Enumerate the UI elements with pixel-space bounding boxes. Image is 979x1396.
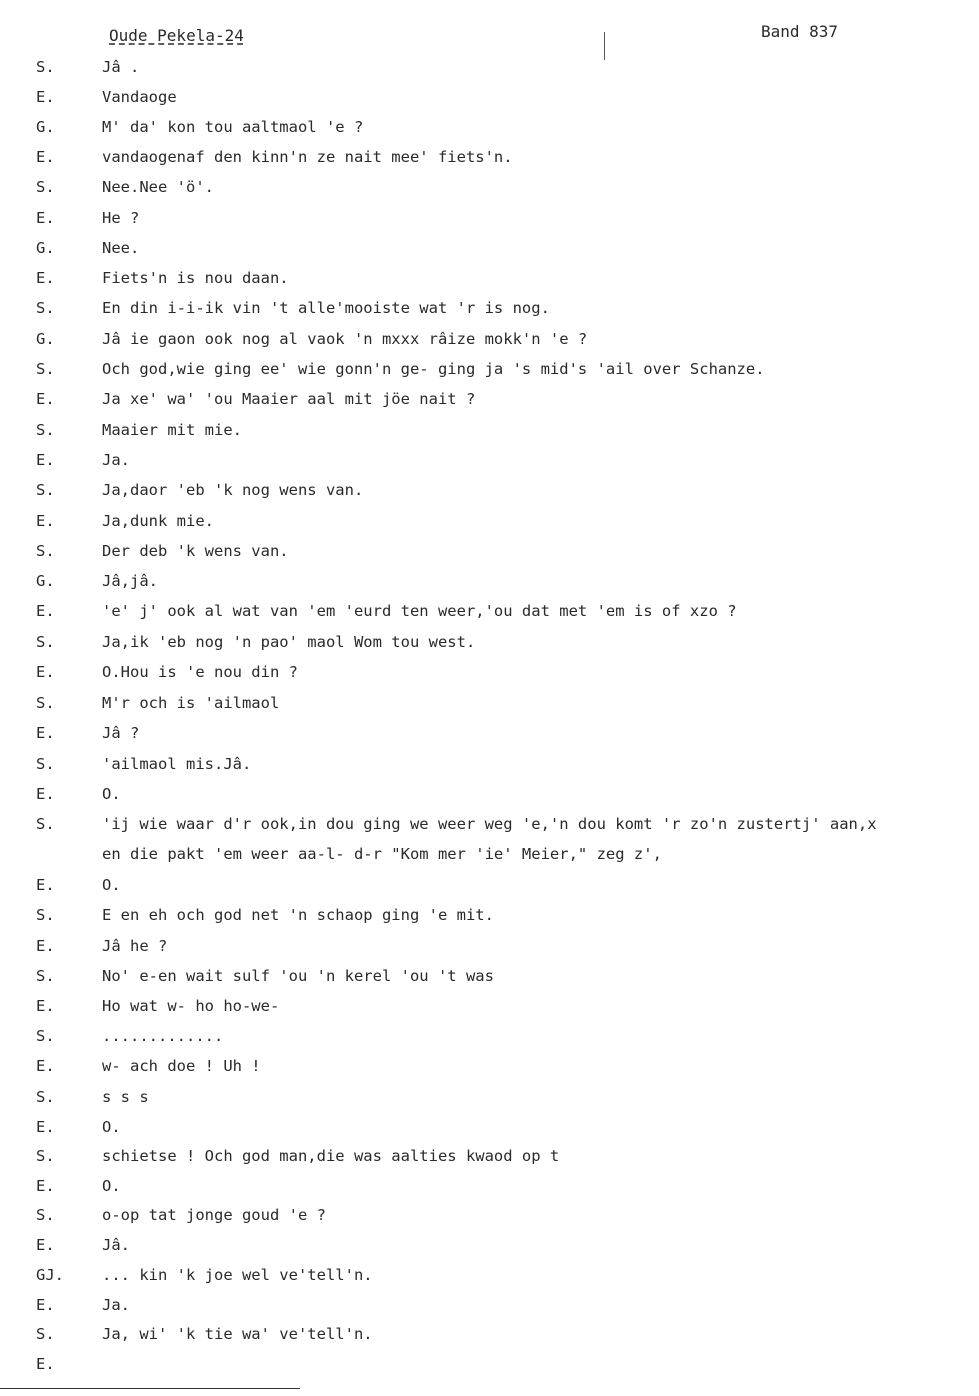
utterance-text: vandaogenaf den kinn'n ze nait mee' fiets'n. xyxy=(102,148,513,166)
speaker-label: S. xyxy=(36,906,55,924)
speaker-label: S. xyxy=(36,58,55,76)
transcript-line xyxy=(0,542,979,572)
transcript-line xyxy=(0,967,979,997)
utterance-text: Ja,ik 'eb nog 'n pao' maol Wom tou west. xyxy=(102,633,476,651)
utterance-text: Ja, wi' 'k tie wa' ve'tell'n. xyxy=(102,1325,373,1343)
utterance-text: M'r och is 'ailmaol xyxy=(102,694,280,712)
utterance-text: Der deb 'k wens van. xyxy=(102,542,289,560)
transcript-line xyxy=(0,239,979,269)
utterance-text: O. xyxy=(102,876,121,894)
speaker-label: E. xyxy=(36,1118,55,1136)
utterance-text: Nee. xyxy=(102,239,140,257)
speaker-label: S. xyxy=(36,421,55,439)
margin-mark xyxy=(604,32,605,60)
transcript-line xyxy=(0,1266,979,1296)
speaker-label: E. xyxy=(36,1177,55,1195)
utterance-text: Ja,dunk mie. xyxy=(102,512,214,530)
transcript-line xyxy=(0,1236,979,1266)
transcript-line xyxy=(0,785,979,815)
transcript-line xyxy=(0,602,979,632)
transcript-line xyxy=(0,876,979,906)
speaker-label: S. xyxy=(36,633,55,651)
transcript-line xyxy=(0,694,979,724)
transcript-line xyxy=(0,1177,979,1207)
transcript-line xyxy=(0,1206,979,1236)
speaker-label: S. xyxy=(36,542,55,560)
transcript-line xyxy=(0,755,979,785)
speaker-label: G. xyxy=(36,118,55,136)
speaker-label: S. xyxy=(36,299,55,317)
transcript-line xyxy=(0,1088,979,1118)
utterance-text: O.Hou is 'e nou din ? xyxy=(102,663,298,681)
transcript-line xyxy=(0,663,979,693)
transcript-line xyxy=(0,1118,979,1148)
document-title: Oude Pekela-24 xyxy=(109,26,244,45)
speaker-label: S. xyxy=(36,1088,55,1106)
transcript-line xyxy=(0,269,979,299)
utterance-text: w- ach doe ! Uh ! xyxy=(102,1057,261,1075)
utterance-text: 'e' j' ook al wat van 'em 'eurd ten weer,'ou dat met 'em is of xzo ? xyxy=(102,602,737,620)
utterance-text: No' e-en wait sulf 'ou 'n kerel 'ou 't was xyxy=(102,967,494,985)
utterance-text: Jâ . xyxy=(102,58,140,76)
utterance-text: Nee.Nee 'ö'. xyxy=(102,178,214,196)
utterance-text: O. xyxy=(102,1118,121,1136)
utterance-text: o-op tat jonge goud 'e ? xyxy=(102,1206,326,1224)
speaker-label: S. xyxy=(36,1206,55,1224)
speaker-label: S. xyxy=(36,815,55,833)
speaker-label: E. xyxy=(36,876,55,894)
transcript-line xyxy=(0,451,979,481)
speaker-label: S. xyxy=(36,178,55,196)
utterance-text: M' da' kon tou aaltmaol 'e ? xyxy=(102,118,364,136)
band-number: Band 837 xyxy=(761,22,839,41)
utterance-text: ... kin 'k joe wel ve'tell'n. xyxy=(102,1266,373,1284)
speaker-label: E. xyxy=(36,1355,55,1373)
utterance-text: s s s xyxy=(102,1088,149,1106)
transcript-line xyxy=(0,1325,979,1355)
utterance-text: Jâ he ? xyxy=(102,937,168,955)
speaker-label: E. xyxy=(36,724,55,742)
speaker-label: E. xyxy=(36,148,55,166)
transcript-line xyxy=(0,724,979,754)
transcript-line xyxy=(0,118,979,148)
utterance-text: E en eh och god net 'n schaop ging 'e mit. xyxy=(102,906,494,924)
utterance-text: Ja,daor 'eb 'k nog wens van. xyxy=(102,481,364,499)
speaker-label: E. xyxy=(36,88,55,106)
utterance-text: Maaier mit mie. xyxy=(102,421,242,439)
utterance-text: Fiets'n is nou daan. xyxy=(102,269,289,287)
speaker-label: E. xyxy=(36,937,55,955)
utterance-text: Ho wat w- ho ho-we- xyxy=(102,997,280,1015)
transcript-line xyxy=(0,633,979,663)
speaker-label: G. xyxy=(36,239,55,257)
transcript-line xyxy=(0,178,979,208)
transcript-line xyxy=(0,421,979,451)
speaker-label: S. xyxy=(36,1147,55,1165)
transcript-line xyxy=(0,815,979,845)
transcript-line xyxy=(0,1355,979,1385)
speaker-label: E. xyxy=(36,663,55,681)
speaker-label: G. xyxy=(36,330,55,348)
transcript-line xyxy=(0,360,979,390)
utterance-text: Jâ ie gaon ook nog al vaok 'n mxxx râize mokk'n 'e ? xyxy=(102,330,588,348)
utterance-text: He ? xyxy=(102,209,140,227)
speaker-label: S. xyxy=(36,1325,55,1343)
transcript-line xyxy=(0,58,979,88)
transcript-line xyxy=(0,906,979,936)
speaker-label: E. xyxy=(36,785,55,803)
utterance-text: Jâ ? xyxy=(102,724,140,742)
speaker-label: E. xyxy=(36,451,55,469)
utterance-text: ............. xyxy=(102,1027,224,1045)
transcript-line xyxy=(0,997,979,1027)
transcript-line xyxy=(0,845,979,875)
transcript-line xyxy=(0,572,979,602)
transcript-line xyxy=(0,330,979,360)
speaker-label: S. xyxy=(36,967,55,985)
transcript-line xyxy=(0,481,979,511)
transcript-line xyxy=(0,390,979,420)
speaker-label: E. xyxy=(36,390,55,408)
speaker-label: E. xyxy=(36,209,55,227)
speaker-label: E. xyxy=(36,997,55,1015)
utterance-text: Jâ. xyxy=(102,1236,130,1254)
utterance-text: O. xyxy=(102,785,121,803)
utterance-text: Ja. xyxy=(102,451,130,469)
transcript-line xyxy=(0,1147,979,1177)
speaker-label: E. xyxy=(36,1296,55,1314)
transcript-line xyxy=(0,299,979,329)
speaker-label: S. xyxy=(36,481,55,499)
utterance-text: O. xyxy=(102,1177,121,1195)
footer-rule xyxy=(0,1388,300,1389)
speaker-label: E. xyxy=(36,269,55,287)
transcript-line xyxy=(0,209,979,239)
transcript-line xyxy=(0,148,979,178)
utterance-text: Ja xe' wa' 'ou Maaier aal mit jöe nait ? xyxy=(102,390,476,408)
speaker-label: E. xyxy=(36,1236,55,1254)
utterance-text: 'ij wie waar d'r ook,in dou ging we weer weg 'e,'n dou komt 'r zo'n zustertj' aan,x xyxy=(102,815,877,833)
transcript-line xyxy=(0,88,979,118)
transcript-line xyxy=(0,512,979,542)
transcript-line xyxy=(0,1027,979,1057)
speaker-label: E. xyxy=(36,512,55,530)
utterance-text: 'ailmaol mis.Jâ. xyxy=(102,755,252,773)
utterance-text: Ja. xyxy=(102,1296,130,1314)
utterance-text: Vandaoge xyxy=(102,88,177,106)
transcript-line xyxy=(0,937,979,967)
speaker-label: S. xyxy=(36,1027,55,1045)
speaker-label: E. xyxy=(36,602,55,620)
utterance-text: schietse ! Och god man,die was aalties kwaod op t xyxy=(102,1147,560,1165)
transcript-line xyxy=(0,1296,979,1326)
speaker-label: GJ. xyxy=(36,1266,64,1284)
speaker-label: G. xyxy=(36,572,55,590)
speaker-label: E. xyxy=(36,1057,55,1075)
utterance-text: en die pakt 'em weer aa-l- d-r "Kom mer 'ie' Meier," zeg z', xyxy=(102,845,662,863)
speaker-label: S. xyxy=(36,755,55,773)
speaker-label: S. xyxy=(36,694,55,712)
utterance-text: Jâ,jâ. xyxy=(102,572,158,590)
speaker-label: S. xyxy=(36,360,55,378)
utterance-text: Och god,wie ging ee' wie gonn'n ge- ging ja 's mid's 'ail over Schanze. xyxy=(102,360,765,378)
transcript-line xyxy=(0,1057,979,1087)
utterance-text: En din i-i-ik vin 't alle'mooiste wat 'r is nog. xyxy=(102,299,550,317)
